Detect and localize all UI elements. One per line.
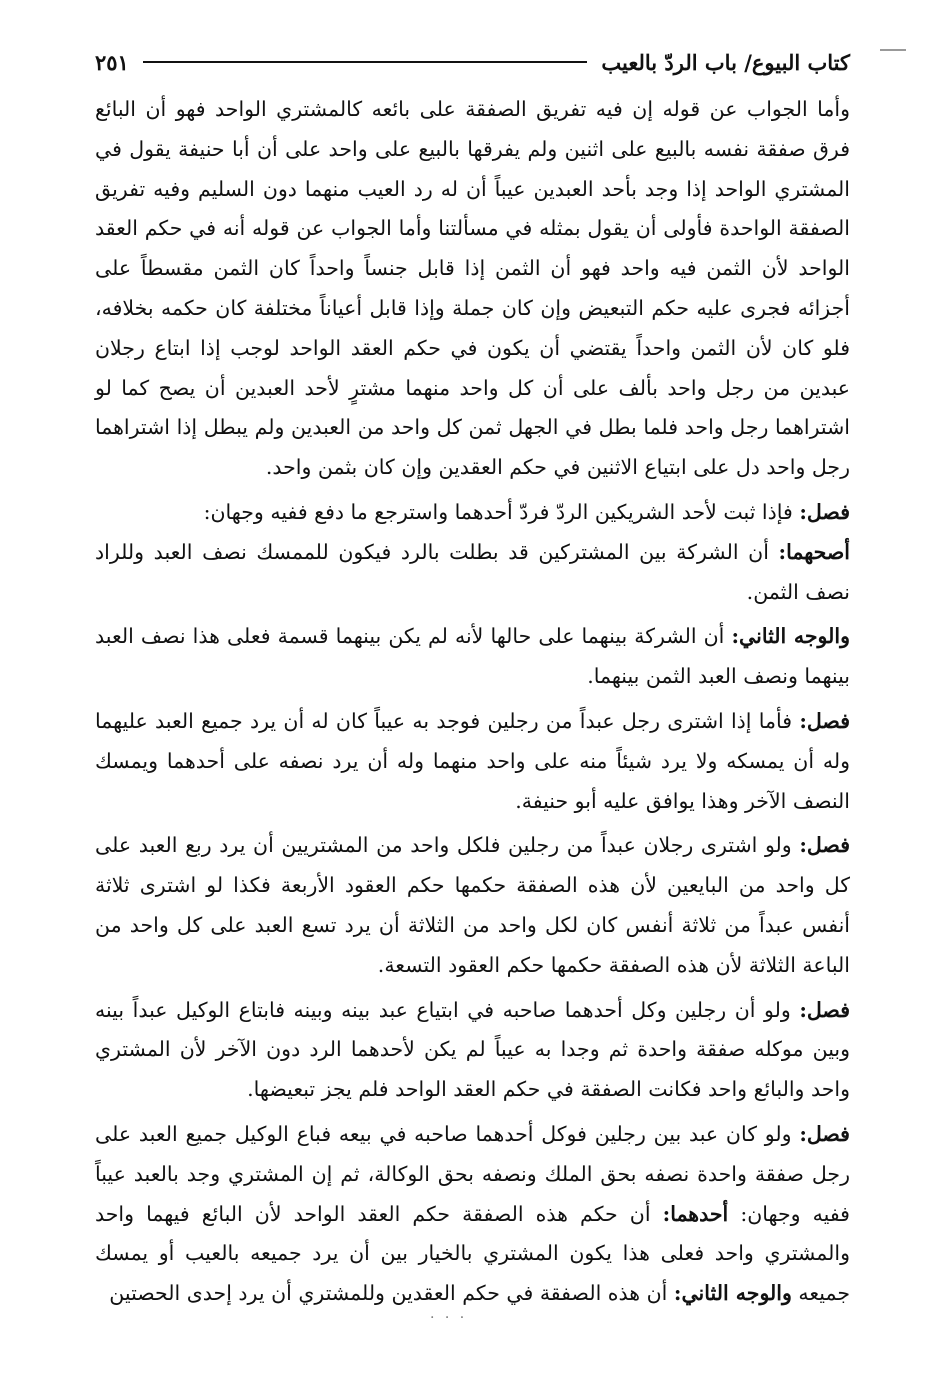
page-edge-mark (880, 49, 906, 51)
paragraph-text: فأما إذا اشترى رجل عبداً من رجلين فوجد به عيباً كان له أن يرد جميع العبد عليهما وله أن يمسكه ولا يرد شيئاً منه على واحد منهما وله أن يرد نصفه على أحدهما ويمسك النصف الآخر وهذا يوافق عليه أبو حنيفة. (95, 708, 850, 813)
page-number: ٢٥١ (95, 49, 129, 75)
paragraph-text: أن هذه الصفقة في حكم العقدين وللمشتري أن يرد إحدى الحصتين (109, 1281, 668, 1306)
bottom-scan-mark: · · · (430, 1310, 468, 1326)
paragraph-text: أن الشركة بينهما على حالها لأنه لم يكن بينهما قسمة فعلى هذا نصف العبد بينهما ونصف العبد الثمن بينهما. (95, 624, 850, 689)
book-page (95, 38, 850, 1314)
section-label: فصل: (799, 833, 850, 858)
paragraph-text: وأما الجواب عن قوله إن فيه تفريق الصفقة على بائعه كالمشتري الواحد فهو أن البائع فرق صفقة نفسه بالبيع على اثنين ولم يفرقها بالبيع على واحد على أن أبا حنيفة يقول في المشتري الواحد إذا وجد بأحد العبدين عيباً أن له رد العيب منهما دون السليم وفيه تفريق الصفقة الواحدة فأولى أن يقول بمثله في مسألتنا وأما الجواب عن قوله أنه في حكم العقد الواحد لأن الثمن فيه واحد فهو أن الثمن إذا قابل جنساً واحداً كان الثمن مقسطاً على أجزائه فجرى عليه حكم التبعيض وإن كان جملة وإذا قابل أعياناً مختلفة كان حكمه بخلافه، فلو كان لأن الثمن واحداً يقتضي أن يكون في حكم العقد الواحد لوجب إذا ابتاع رجلان عبدين من رجل واحد بألف على أن كل واحد منهما مشترٍ لأحد العبدين أن يصح كما لو اشتراهما رجل واحد فلما بطل في الجهل ثمن كل واحد من العبدين ولم يبطل إذا اشتراهما رجل واحد دل على ابتياع الاثنين في حكم العقدين وإن كان بثمن واحد. (95, 97, 850, 480)
paragraph-text: ولو اشترى رجلان عبداً من رجلين فلكل واحد من المشتريين أن يرد ربع العبد على كل واحد من البايعين لأن هذه الصفقة حكمها حكم العقود الأربعة فكذا لو اشترى ثلاثة أنفس عبداً من ثلاثة أنفس كان لكل واحد من الثلاثة أن يرد تسع العبد على كل واحد من الباعة الثلاثة لأن هذه الصفقة حكمها حكم العقود التسعة. (95, 833, 850, 977)
paragraph (95, 702, 850, 821)
paragraph-text: ولو أن رجلين وكل أحدهما صاحبه في ابتياع عبد بينه وبينه فابتاع الوكيل عبداً بينه وبين موكله صفقة واحدة ثم وجدا به عيباً لم يكن لأحدهما الرد دون الآخر لأن المشتري واحد والبائع واحد فكانت الصفقة في حكم العقد الواحد فلم يجز تبعيضها. (95, 997, 850, 1102)
paragraph-text: أن حكم هذه الصفقة حكم العقد الواحد لأن البائع فيهما واحد والمشتري واحد فعلى هذا يكون المشتري بالخيار بين أن يرد جميعه بالعيب أو يمسك جميعه (95, 1201, 850, 1306)
paragraph (95, 1115, 850, 1314)
section-label: أحدهما: (662, 1201, 729, 1226)
paragraph-text: فإذا ثبت لأحد الشريكين الردّ فردّ أحدهما واسترجع ما دفع ففيه وجهان: (203, 499, 793, 524)
paragraph (95, 617, 850, 697)
section-label: فصل: (799, 997, 850, 1022)
paragraph (95, 493, 850, 533)
section-label: أصحهما: (778, 539, 850, 564)
section-label: فصل: (799, 1121, 850, 1146)
section-label: والوجه الثاني: (731, 624, 850, 649)
paragraph (95, 826, 850, 985)
body-text (95, 90, 850, 1314)
section-label: والوجه الثاني: (673, 1281, 792, 1306)
paragraph (95, 533, 850, 613)
section-label: فصل: (799, 499, 850, 524)
paragraph (95, 991, 850, 1110)
header-rule (143, 61, 588, 63)
paragraph-text: ولو كان عبد بين رجلين فوكل أحدهما صاحبه في بيعه فباع الوكيل جميع العبد على رجل صفقة واحدة نصفه بحق الملك ونصفه بحق الوكالة، ثم إن المشتري وجد بالعبد عيباً ففيه وجهان: (95, 1121, 850, 1226)
paragraph (95, 90, 850, 488)
chapter-title: كتاب البيوع/ باب الردّ بالعيب (601, 49, 850, 75)
running-header (95, 38, 850, 86)
paragraph-text: أن الشركة بين المشتركين قد بطلت بالرد فيكون للممسك نصف العبد وللراد نصف الثمن. (95, 539, 850, 604)
section-label: فصل: (799, 708, 850, 733)
